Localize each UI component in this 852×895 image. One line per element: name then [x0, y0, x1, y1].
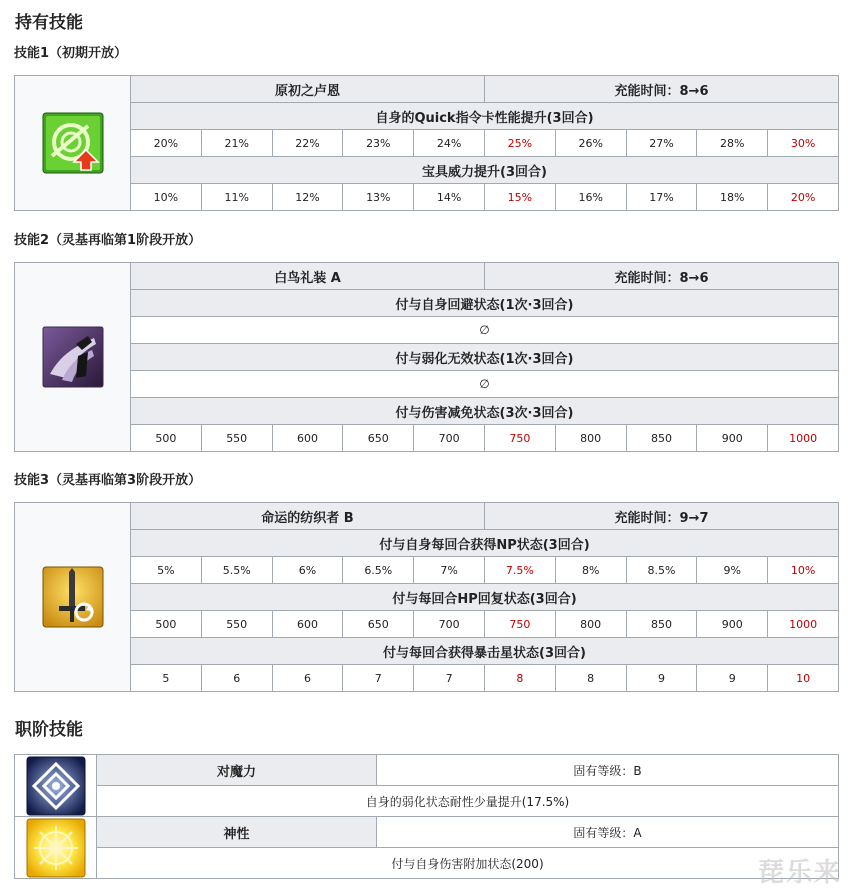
- skill1-e1-lv10: 30%: [768, 130, 839, 157]
- skill3-name: 命运的纺织者 B: [131, 503, 485, 530]
- skill1-e2-lv4: 13%: [343, 184, 414, 211]
- skill2-effect1-value: ∅: [131, 317, 839, 344]
- skill1-e2-lv8: 17%: [626, 184, 697, 211]
- skill1-e2-lv1: 10%: [131, 184, 202, 211]
- skill3-e3-lv9: 9: [697, 665, 768, 692]
- skill3-e3-lv8: 9: [626, 665, 697, 692]
- skill3-e3-lv3: 6: [272, 665, 343, 692]
- skill3-e2-lv5: 700: [414, 611, 485, 638]
- skill1-e1-lv4: 23%: [343, 130, 414, 157]
- magic-resistance-icon: [26, 756, 86, 816]
- skill3-e2-lv4: 650: [343, 611, 414, 638]
- skill3-icon-cell: [15, 503, 131, 692]
- quick-up-icon: [42, 112, 104, 174]
- skill3-e2-lv10: 1000: [768, 611, 839, 638]
- skill3-cooldown: 充能时间：9→7: [484, 503, 838, 530]
- skill3-effect2: 付与每回合HP回复状态(3回合): [131, 584, 839, 611]
- skill2-effect3: 付与伤害减免状态(3次·3回合): [131, 398, 839, 425]
- skill1-e1-lv6: 25%: [484, 130, 555, 157]
- skill3-effect3: 付与每回合获得暴击星状态(3回合): [131, 638, 839, 665]
- skill3-e1-lv2: 5.5%: [201, 557, 272, 584]
- skill2-effect2: 付与弱化无效状态(1次·3回合): [131, 344, 839, 371]
- skill1-e2-lv7: 16%: [555, 184, 626, 211]
- skill3-e1-lv9: 9%: [697, 557, 768, 584]
- skill3-e2-lv9: 900: [697, 611, 768, 638]
- skill3-e3-lv1: 5: [131, 665, 202, 692]
- watermark: 琵乐来: [757, 858, 842, 888]
- skill1-cooldown: 充能时间：8→6: [484, 76, 838, 103]
- skill3-e3-lv7: 8: [555, 665, 626, 692]
- sword-regen-icon: [42, 566, 104, 628]
- skill1-heading: 技能1（初期开放）: [14, 46, 128, 61]
- skill3-effect1: 付与自身每回合获得NP状态(3回合): [131, 530, 839, 557]
- skill3-e3-lv2: 6: [201, 665, 272, 692]
- skill2-effect2-value: ∅: [131, 371, 839, 398]
- skill2-e3-lv5: 700: [414, 425, 485, 452]
- skill2-e3-lv2: 550: [201, 425, 272, 452]
- skill3-e1-lv3: 6%: [272, 557, 343, 584]
- skill2-cooldown: 充能时间：8→6: [484, 263, 838, 290]
- skill1-icon-cell: [15, 76, 131, 211]
- swan-cloak-icon: [42, 326, 104, 388]
- skill3-e1-lv5: 7%: [414, 557, 485, 584]
- skill1-table: [14, 75, 839, 211]
- skill1-e2-lv9: 18%: [697, 184, 768, 211]
- class-skills-table: [14, 754, 839, 879]
- skill1-e2-lv3: 12%: [272, 184, 343, 211]
- skill1-e1-lv7: 26%: [555, 130, 626, 157]
- class-skill2-name: 神性: [97, 817, 377, 848]
- skill3-table: [14, 502, 839, 692]
- skill1-e1-lv1: 20%: [131, 130, 202, 157]
- skill1-e1-lv8: 27%: [626, 130, 697, 157]
- skill2-icon-cell: [15, 263, 131, 452]
- page-heading: 持有技能: [15, 13, 83, 33]
- skill1-e1-lv3: 22%: [272, 130, 343, 157]
- skill3-e2-lv7: 800: [555, 611, 626, 638]
- class-skill2-effect: 付与自身伤害附加状态(200): [97, 848, 839, 879]
- skill1-e1-lv5: 24%: [414, 130, 485, 157]
- skill3-e1-lv8: 8.5%: [626, 557, 697, 584]
- skill3-e1-lv7: 8%: [555, 557, 626, 584]
- skill1-e1-lv9: 28%: [697, 130, 768, 157]
- skill2-heading: 技能2（灵基再临第1阶段开放）: [14, 233, 202, 248]
- skill1-e2-lv10: 20%: [768, 184, 839, 211]
- skill1-e1-lv2: 21%: [201, 130, 272, 157]
- class-skills-heading: 职阶技能: [15, 720, 83, 740]
- skill2-e3-lv8: 850: [626, 425, 697, 452]
- skill3-e1-lv6: 7.5%: [484, 557, 555, 584]
- skill3-e3-lv10: 10: [768, 665, 839, 692]
- skill3-e2-lv3: 600: [272, 611, 343, 638]
- skill1-effect1: 自身的Quick指令卡性能提升(3回合): [131, 103, 839, 130]
- skill3-e3-lv4: 7: [343, 665, 414, 692]
- class-skill1-rank: 固有等级：B: [377, 755, 839, 786]
- skill1-e2-lv5: 14%: [414, 184, 485, 211]
- skill1-e2-lv6: 15%: [484, 184, 555, 211]
- skill2-e3-lv1: 500: [131, 425, 202, 452]
- class-skill1-icon-cell: [15, 755, 97, 817]
- skill3-e1-lv10: 10%: [768, 557, 839, 584]
- class-skill1-effect: 自身的弱化状态耐性少量提升(17.5%): [97, 786, 839, 817]
- skill2-table: [14, 262, 839, 452]
- skill3-heading: 技能3（灵基再临第3阶段开放）: [14, 473, 202, 488]
- skill2-e3-lv10: 1000: [768, 425, 839, 452]
- skill3-e1-lv4: 6.5%: [343, 557, 414, 584]
- skill2-e3-lv6: 750: [484, 425, 555, 452]
- divinity-icon: [26, 818, 86, 878]
- skill2-e3-lv9: 900: [697, 425, 768, 452]
- skill3-e3-lv6: 8: [484, 665, 555, 692]
- class-skill1-name: 对魔力: [97, 755, 377, 786]
- skill3-e2-lv8: 850: [626, 611, 697, 638]
- skill1-name: 原初之卢恩: [131, 76, 485, 103]
- skill2-effect1: 付与自身回避状态(1次·3回合): [131, 290, 839, 317]
- skill1-e2-lv2: 11%: [201, 184, 272, 211]
- skill3-e2-lv1: 500: [131, 611, 202, 638]
- skill2-e3-lv3: 600: [272, 425, 343, 452]
- skill3-e2-lv2: 550: [201, 611, 272, 638]
- skill3-e3-lv5: 7: [414, 665, 485, 692]
- class-skill2-icon-cell: [15, 817, 97, 879]
- skill3-e2-lv6: 750: [484, 611, 555, 638]
- skill2-name: 白鸟礼装 A: [131, 263, 485, 290]
- skill1-effect2: 宝具威力提升(3回合): [131, 157, 839, 184]
- skill3-e1-lv1: 5%: [131, 557, 202, 584]
- class-skill2-rank: 固有等级：A: [377, 817, 839, 848]
- skill2-e3-lv7: 800: [555, 425, 626, 452]
- skill2-e3-lv4: 650: [343, 425, 414, 452]
